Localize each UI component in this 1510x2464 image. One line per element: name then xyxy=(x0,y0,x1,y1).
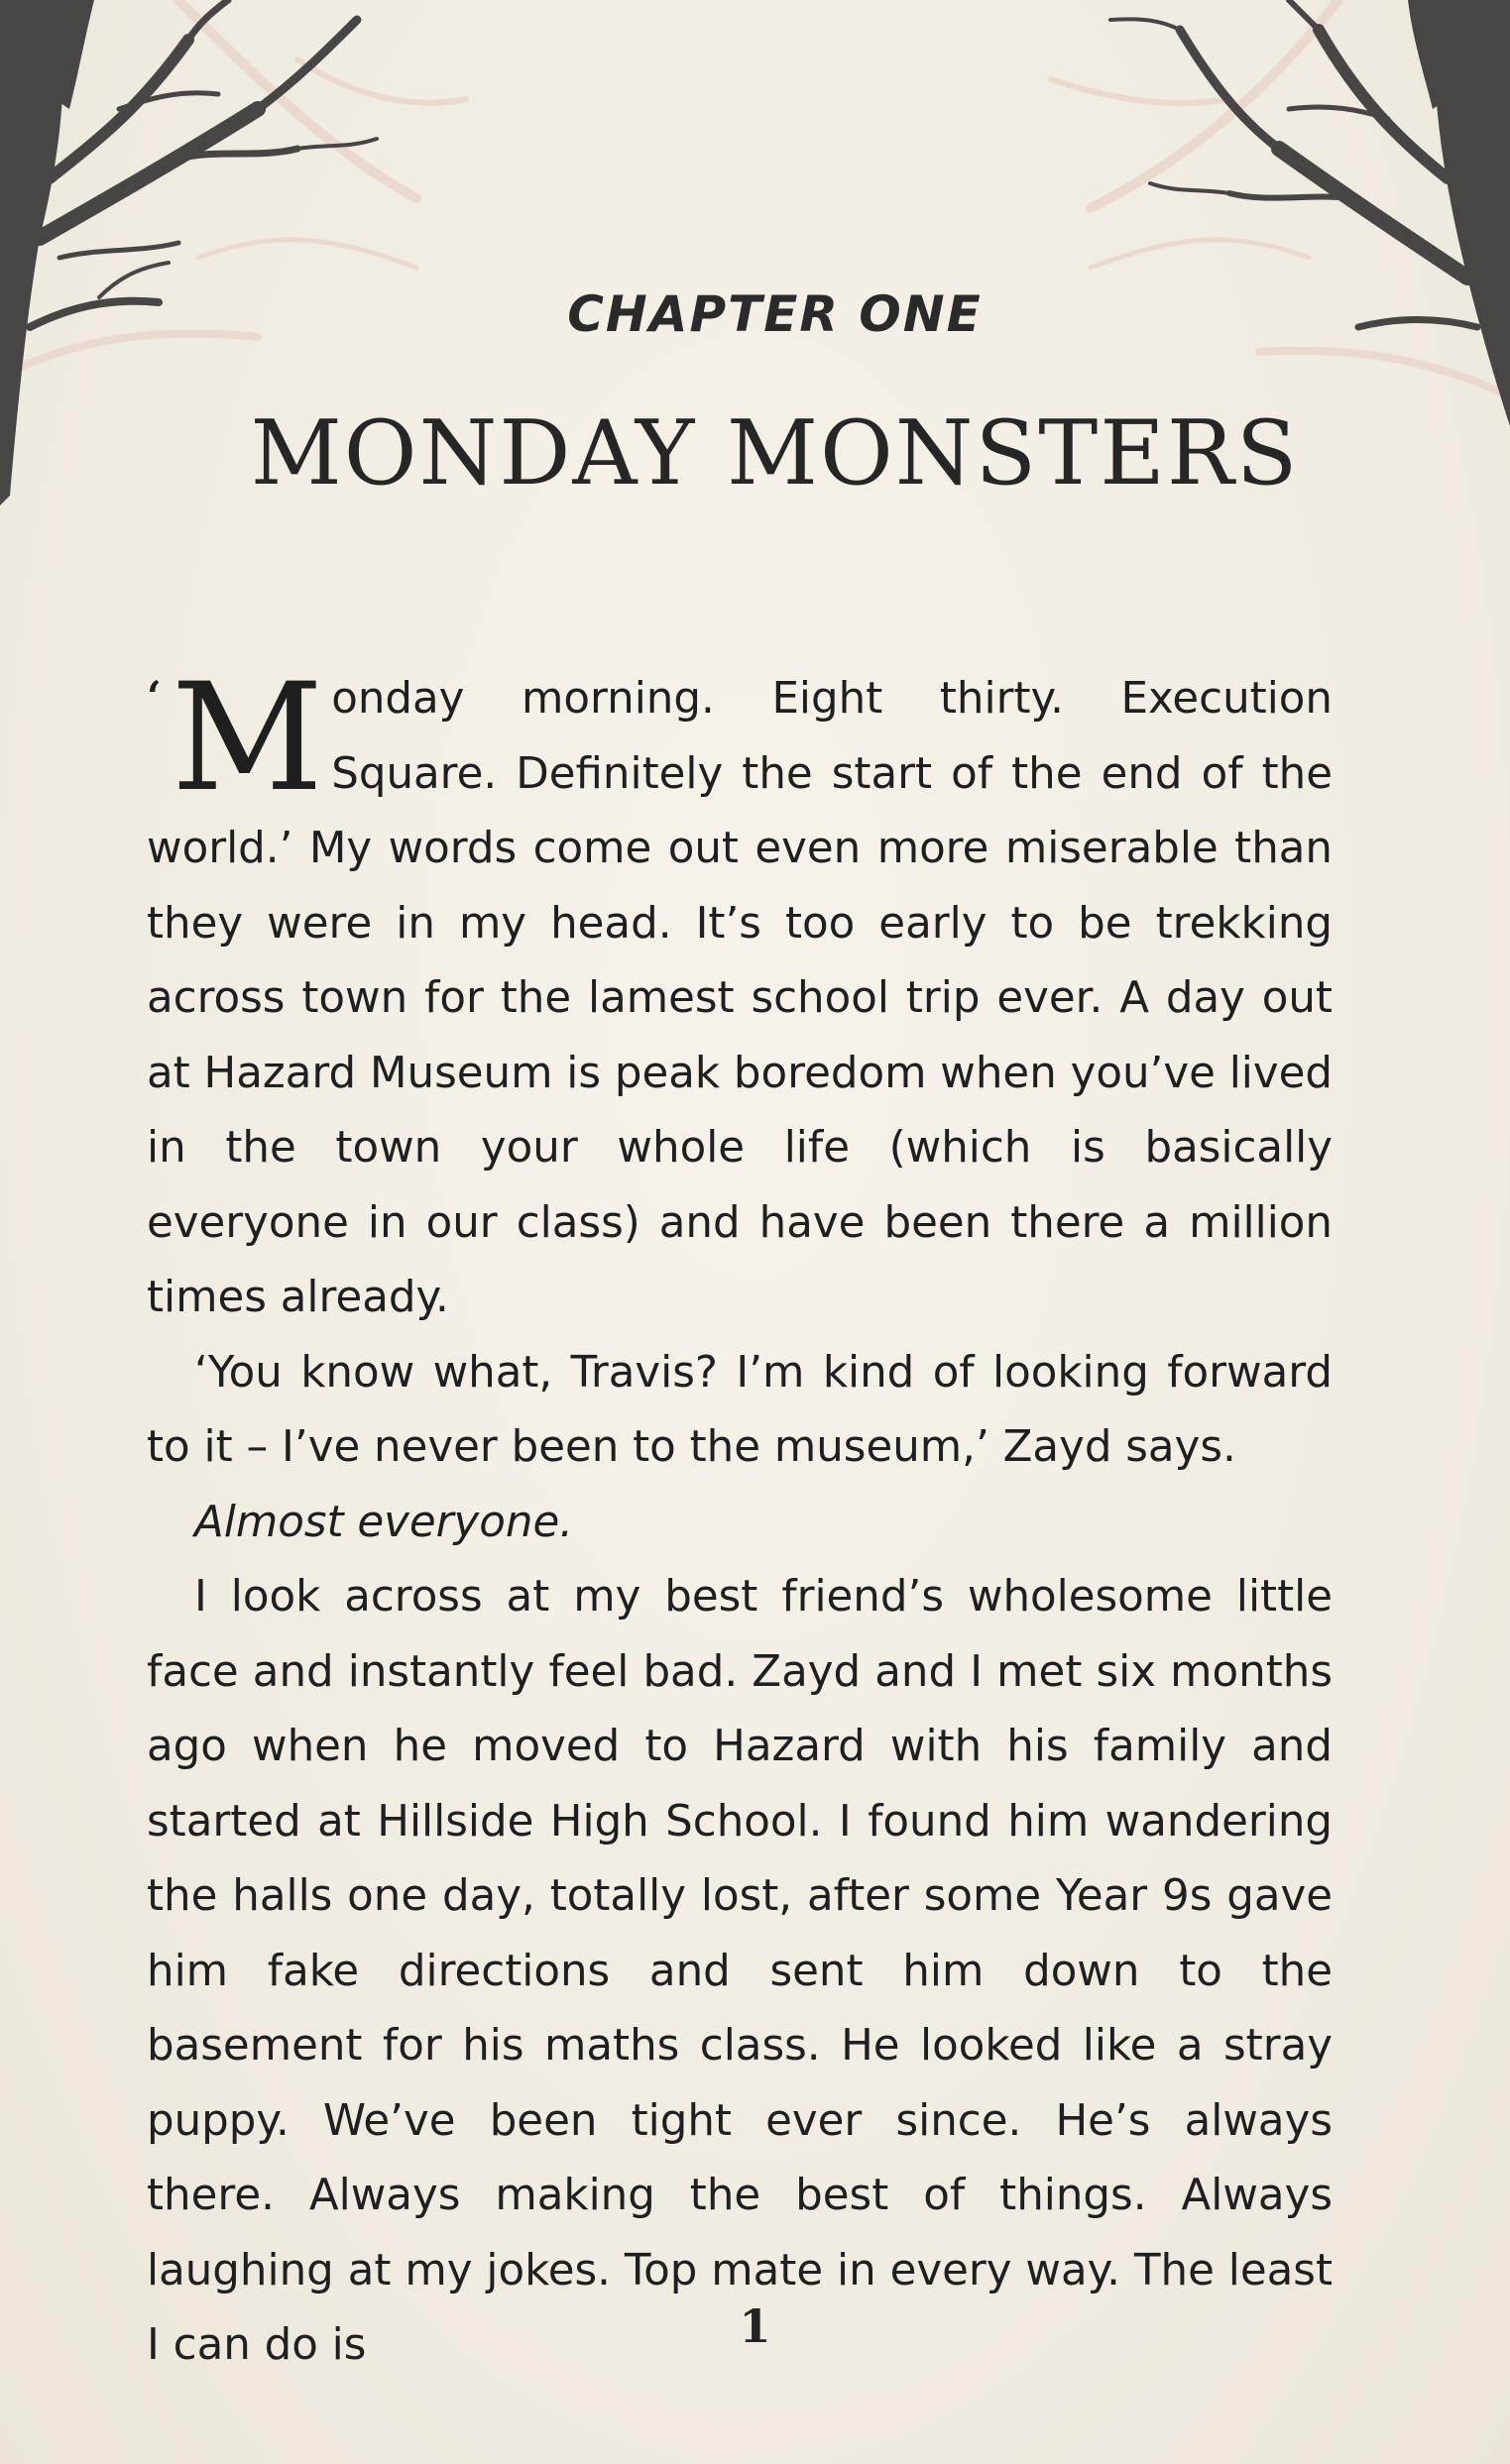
paragraph-4: I look across at my best friend’s wholesome little face and instantly feel bad. Zayd and I met six months ago when he moved to Hazard with his family and started at Hillside High School. I found him wandering the halls one day, totally lost, after some Year 9s gave him fake directions and sent him down to the basement for his maths class. He looked like a stray puppy. We’ve been tight ever since. He’s always there. Always making the best of things. Always laughing at my jokes. Top mate in every way. The least I can do is xyxy=(147,1572,1333,2370)
page-number: 1 xyxy=(739,2299,771,2353)
body-text xyxy=(147,652,1333,2384)
paragraph-3: Almost everyone. xyxy=(194,1497,574,1547)
paragraph-2: ‘You know what, Travis? I’m kind of looking forward to it – I’ve never been to the museum,’ Zayd says. xyxy=(147,1347,1333,1472)
paragraph-1-text: onday morning. Eight thirty. Execution Square. Definitely the start of the end of the world.’ My words come out even more miserable than they were in my head. It’s too early to be trekking across town for the lamest school trip ever. A day out at Hazard Museum is peak boredom when you’ve lived in the town your whole life (which is basically everyone in our class) and have been there a million times already. xyxy=(147,674,1333,1322)
paragraph-1 xyxy=(147,652,1333,1336)
chapter-title: MONDAY MONSTERS xyxy=(250,401,1300,505)
opening-quote-mark: ‘ xyxy=(147,672,162,721)
chapter-label: CHAPTER ONE xyxy=(567,285,983,343)
drop-cap-letter: M xyxy=(171,652,324,825)
